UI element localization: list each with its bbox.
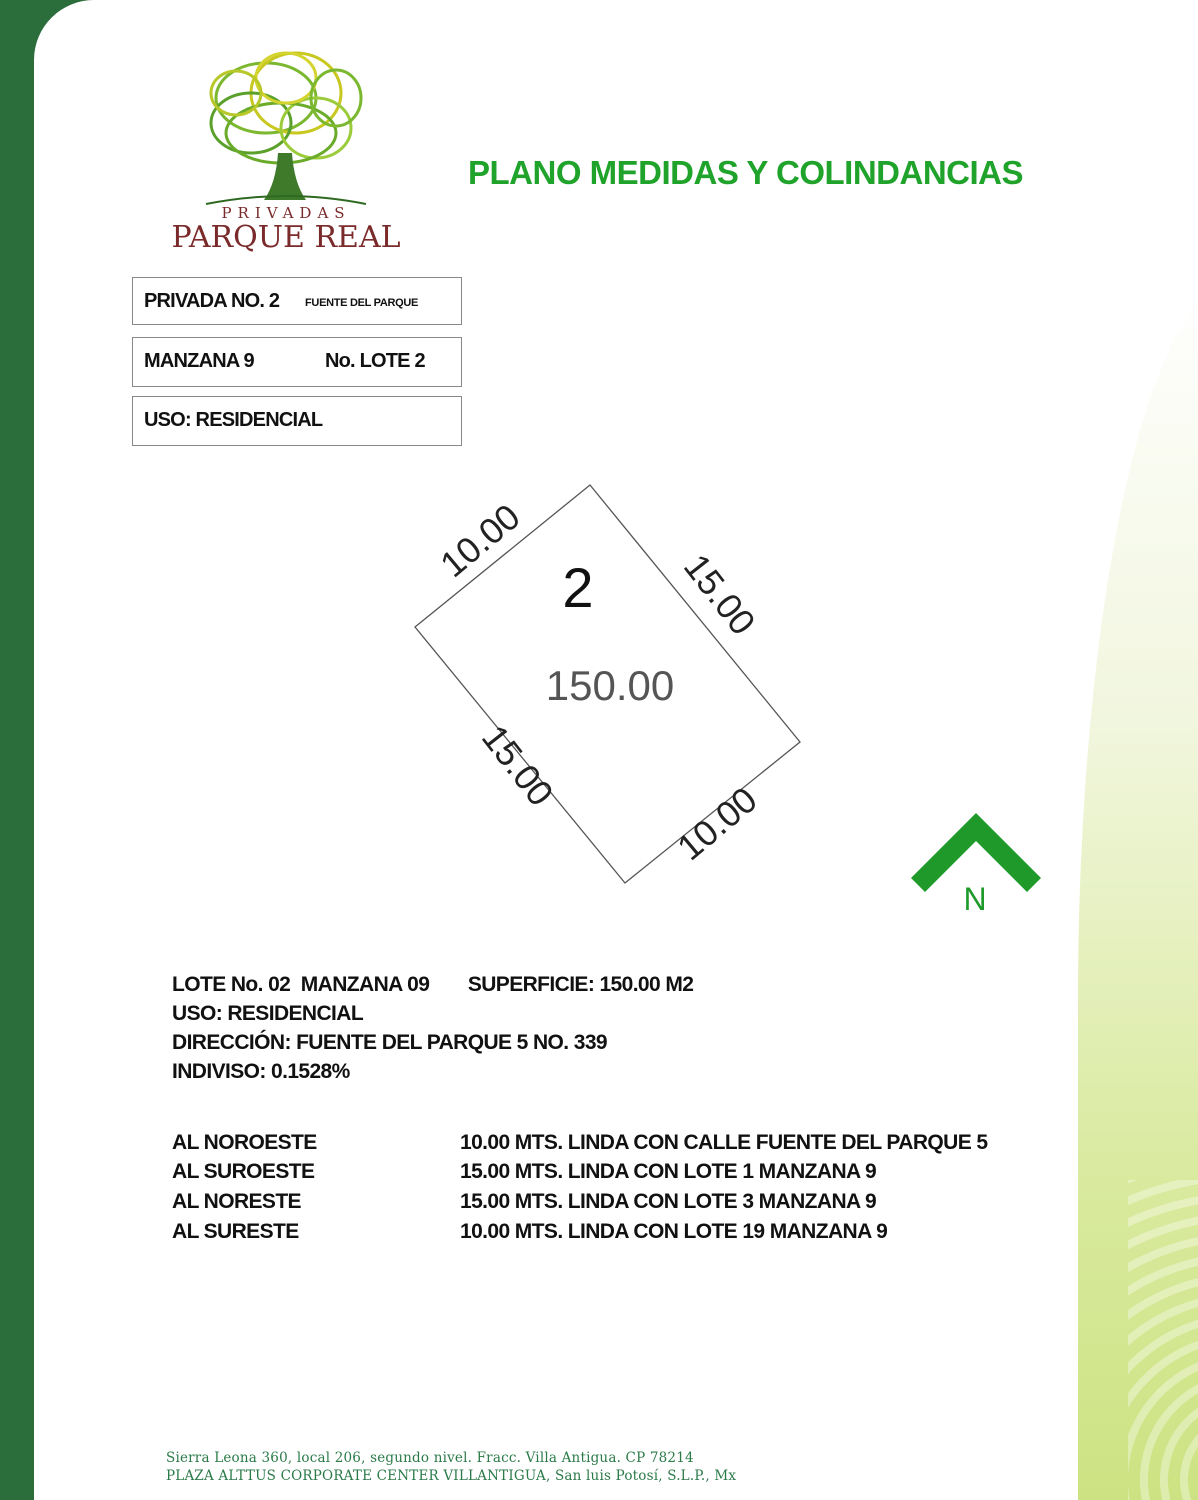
decorative-swoosh — [1078, 280, 1198, 1500]
colindancia-dir: AL NOROESTE — [172, 1131, 317, 1154]
brand-small-text: PRIVADAS — [221, 204, 351, 222]
detail-direccion: DIRECCIÓN: FUENTE DEL PARQUE 5 NO. 339 — [172, 1031, 607, 1054]
document-page — [34, 0, 1198, 1500]
footer-plaza: PLAZA ALTTUS CORPORATE CENTER VILLANTIGUA, San luis Potosí, S.L.P., Mx — [166, 1468, 737, 1484]
uso-box — [132, 396, 462, 446]
side-label-se: 10.00 — [669, 778, 765, 869]
colindancia-dir: AL SUROESTE — [172, 1160, 315, 1183]
side-label-sw: 15.00 — [473, 717, 562, 814]
north-arrow-icon — [908, 808, 1044, 918]
colindancia-desc: 15.00 MTS. LINDA CON LOTE 3 MANZANA 9 — [460, 1190, 877, 1213]
lot-plan — [380, 470, 860, 900]
lot-number: 2 — [562, 556, 594, 619]
uso-label: USO: RESIDENCIAL — [144, 409, 323, 431]
north-label: N — [963, 881, 987, 917]
side-label-ne: 15.00 — [675, 546, 764, 643]
manzana-lote-box — [132, 337, 462, 387]
colindancia-desc: 10.00 MTS. LINDA CON CALLE FUENTE DEL PARQUE 5 — [460, 1131, 988, 1154]
detail-uso: USO: RESIDENCIAL — [172, 1002, 364, 1025]
detail-lote: LOTE No. 02 — [172, 973, 291, 996]
details-line-1 — [172, 973, 693, 997]
lote-label: No. LOTE 2 — [325, 350, 425, 372]
detail-manzana: MANZANA 09 — [300, 973, 430, 996]
side-label-nw: 10.00 — [432, 495, 528, 586]
colindancia-dir: AL SURESTE — [172, 1220, 299, 1243]
colindancia-desc: 10.00 MTS. LINDA CON LOTE 19 MANZANA 9 — [460, 1220, 888, 1243]
page-title: PLANO MEDIDAS Y COLINDANCIAS — [468, 154, 1023, 191]
brand-name: PARQUE REAL — [171, 220, 401, 255]
colindancia-desc: 15.00 MTS. LINDA CON LOTE 1 MANZANA 9 — [460, 1160, 877, 1183]
colindancia-dir: AL NORESTE — [172, 1190, 301, 1213]
detail-indiviso: INDIVISO: 0.1528% — [172, 1060, 350, 1083]
detail-superficie: SUPERFICIE: 150.00 M2 — [467, 973, 694, 996]
privada-box — [132, 277, 462, 325]
manzana-label: MANZANA 9 — [144, 350, 254, 372]
lot-area: 150.00 — [545, 662, 675, 709]
footer-address: Sierra Leona 360, local 206, segundo nivel. Fracc. Villa Antigua. CP 78214 — [166, 1450, 694, 1466]
privada-label: PRIVADA NO. 2 — [144, 290, 280, 312]
privada-name: FUENTE DEL PARQUE — [305, 297, 419, 309]
